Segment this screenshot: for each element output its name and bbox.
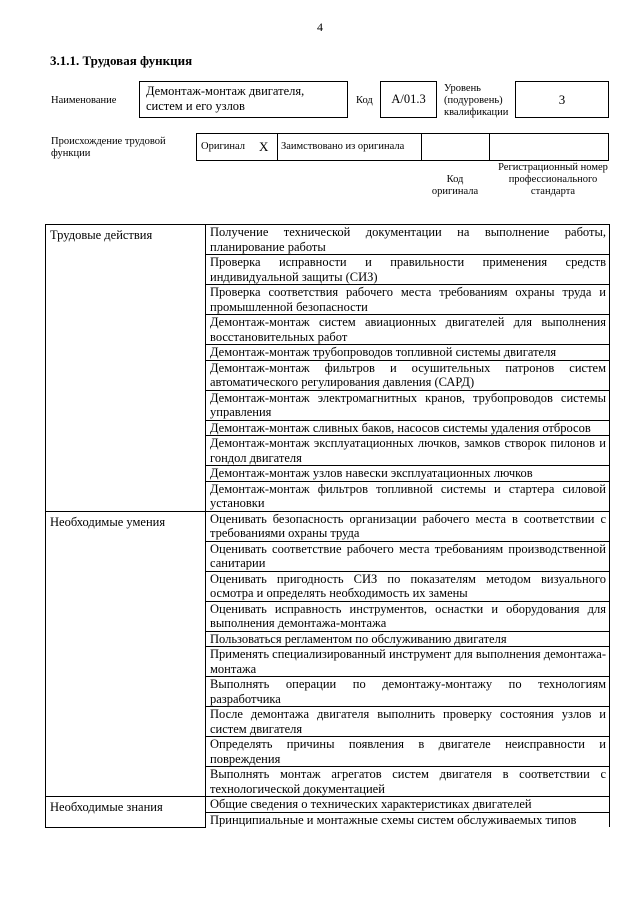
section-item: Проверка исправности и правильности применения средств индивидуальной защиты (СИЗ) [206,255,610,285]
code-value: А/01.3 [380,81,437,118]
table-row [46,797,610,813]
section-item: Демонтаж-монтаж узлов навески эксплуатационных лючков [206,466,610,482]
section-item: Демонтаж-монтаж электромагнитных кранов, трубопроводов системы управления [206,390,610,420]
section-item: Демонтаж-монтаж фильтров топливной системы и стартера силовой установки [206,481,610,511]
section-item: Оценивать соответствие рабочего места требованиям производственной санитарии [206,541,610,571]
section-item: Проверка соответствия рабочего места требованиям охраны труда и промышленной безопасности [206,285,610,315]
section-category: Необходимые знания [46,797,206,828]
section-item: Демонтаж-монтаж трубопроводов топливной системы двигателя [206,345,610,361]
section-item: Получение технической документации на выполнение работы, планирование работы [206,225,610,255]
name-label: Наименование [51,95,117,106]
section-item: Демонтаж-монтаж фильтров и осушительных патронов систем автоматического регулирования давления (САРД) [206,360,610,390]
name-value: Демонтаж-монтаж двигателя, систем и его узлов [139,81,348,118]
section-item: Принципиальные и монтажные схемы систем обслуживаемых типов [206,812,610,827]
section-item: Выполнять монтаж агрегатов систем двигателя в соответствии с технологической документацией [206,767,610,797]
section-item: После демонтажа двигателя выполнить проверку состояния узлов и систем двигателя [206,707,610,737]
section-item: Демонтаж-монтаж систем авиационных двигателей для выполнения восстановительных работ [206,315,610,345]
section-title: 3.1.1. Трудовая функция [50,53,193,68]
borrowed-label: Заимствовано из оригинала [281,141,405,152]
section-item: Оценивать пригодность СИЗ по показателям методом визуального осмотра и определять необходимость их замены [206,571,610,601]
section-item: Демонтаж-монтаж сливных баков, насосов системы удаления отбросов [206,420,610,436]
qualification-level-value: 3 [515,81,609,118]
table-row [46,225,610,255]
section-item: Пользоваться регламентом по обслуживанию двигателя [206,631,610,647]
section-item: Определять причины появления в двигателе неисправности и повреждения [206,737,610,767]
page-number: 4 [317,20,323,34]
qualification-level-label: Уровень (подуровень) квалификации [444,83,509,118]
section-category: Трудовые действия [46,225,206,512]
code-original-label: Код оригинала [431,174,479,197]
original-mark: X [259,139,269,154]
section-item: Общие сведения о технических характеристиках двигателей [206,797,610,813]
code-label: Код [356,95,373,106]
section-category: Необходимые умения [46,511,206,797]
origin-divider [489,134,490,160]
registration-number-label: Регистрационный номер профессионального стандарта [498,162,608,197]
section-item: Выполнять операции по демонтажу-монтажу по технологиям разработчика [206,677,610,707]
original-label: Оригинал [201,141,245,152]
table-row [46,511,610,541]
origin-label: Происхождение трудовой функции [51,136,166,159]
origin-divider [421,134,422,160]
function-table [45,224,610,828]
section-item: Оценивать исправность инструментов, оснастки и оборудования для выполнения демонтажа-монтажа [206,601,610,631]
origin-divider [277,134,278,160]
section-item: Демонтаж-монтаж эксплуатационных лючков, замков створок пилонов и гондол двигателя [206,436,610,466]
section-item: Применять специализированный инструмент для выполнения демонтажа-монтажа [206,647,610,677]
section-item: Оценивать безопасность организации рабочего места в соответствии с требованиями охраны труда [206,511,610,541]
origin-box [196,133,609,161]
